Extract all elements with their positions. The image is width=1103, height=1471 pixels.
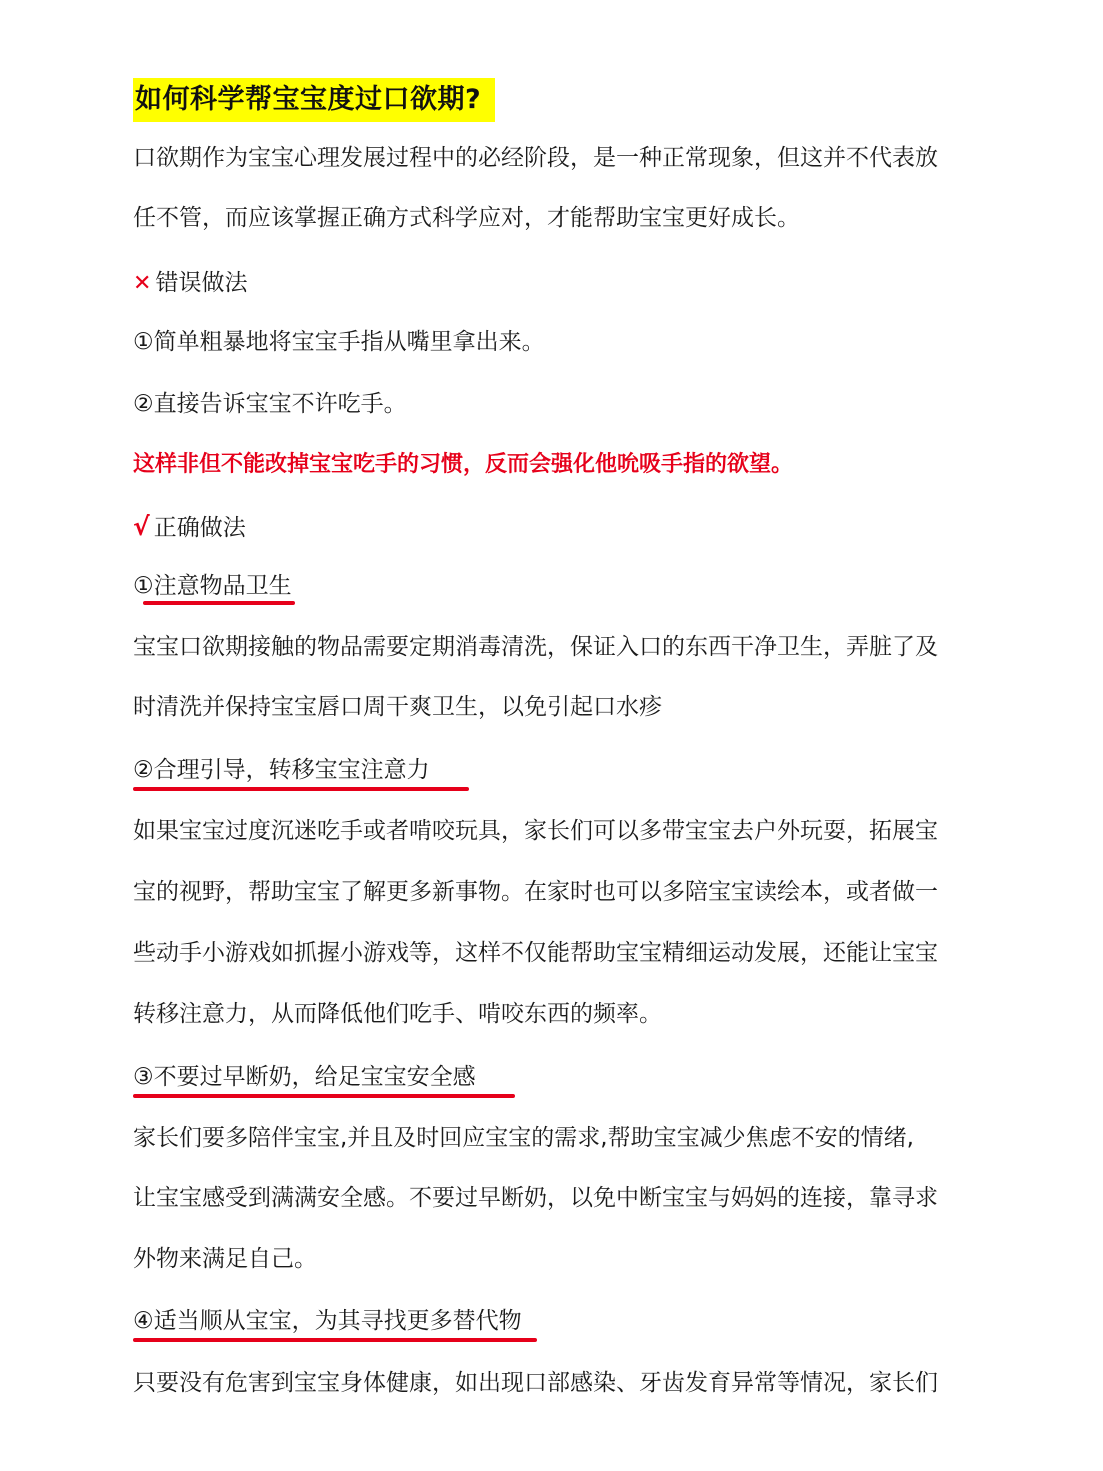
section-2-line-1: 如果宝宝过度沉迷吃手或者啃咬玩具，家长们可以多带宝宝去户外玩耍，拓展宝	[133, 818, 938, 844]
warning-text: 这样非但不能改掉宝宝吃手的习惯，反而会强化他吮吸手指的欲望。	[133, 452, 794, 477]
section-underline-3	[133, 1094, 515, 1098]
intro-line-1: 口欲期作为宝宝心理发展过程中的必经阶段，是一种正常现象，但这并不代表放	[133, 145, 938, 171]
wrong-approach-label: 错误做法	[155, 270, 248, 296]
section-heading-1: ①注意物品卫生	[133, 573, 292, 599]
section-underline-1	[143, 601, 295, 605]
section-underline-2	[133, 787, 469, 791]
section-3-line-2: 让宝宝感受到满满安全感。不要过早断奶，以免中断宝宝与妈妈的连接，靠寻求	[133, 1185, 938, 1211]
section-heading-3: ③不要过早断奶，给足宝宝安全感	[133, 1064, 476, 1090]
section-1-line-2: 时清洗并保持宝宝唇口周干爽卫生，以免引起口水疹	[133, 694, 662, 720]
section-4-line-1: 只要没有危害到宝宝身体健康，如出现口部感染、牙齿发育异常等情况，家长们	[133, 1370, 938, 1396]
section-heading-2: ②合理引导，转移宝宝注意力	[133, 757, 430, 783]
wrong-approach-heading	[133, 268, 247, 299]
cross-icon: ✕	[133, 271, 152, 296]
section-3-line-3: 外物来满足自己。	[133, 1246, 317, 1272]
section-2-line-3: 些动手小游戏如抓握小游戏等，这样不仅能帮助宝宝精细运动发展，还能让宝宝	[133, 940, 938, 966]
wrong-item-1: ①简单粗暴地将宝宝手指从嘴里拿出来。	[133, 329, 545, 355]
section-3-line-1: 家长们要多陪伴宝宝,并且及时回应宝宝的需求,帮助宝宝减少焦虑不安的情绪,	[133, 1125, 914, 1151]
section-heading-4: ④适当顺从宝宝，为其寻找更多替代物	[133, 1308, 522, 1334]
check-icon: √	[133, 512, 150, 541]
section-1-line-1: 宝宝口欲期接触的物品需要定期消毒清洗，保证入口的东西干净卫生，弄脏了及	[133, 634, 938, 660]
right-approach-label: 正确做法	[153, 515, 246, 541]
right-approach-heading	[133, 512, 246, 543]
section-2-line-2: 宝的视野，帮助宝宝了解更多新事物。在家时也可以多陪宝宝读绘本，或者做一	[133, 879, 938, 905]
section-2-line-4: 转移注意力，从而降低他们吃手、啃咬东西的频率。	[133, 1001, 662, 1027]
wrong-item-2: ②直接告诉宝宝不许吃手。	[133, 391, 407, 417]
intro-line-2: 任不管，而应该掌握正确方式科学应对，才能帮助宝宝更好成长。	[133, 205, 800, 231]
section-underline-4	[133, 1338, 537, 1342]
article-title: 如何科学帮宝宝度过口欲期?	[133, 78, 495, 122]
